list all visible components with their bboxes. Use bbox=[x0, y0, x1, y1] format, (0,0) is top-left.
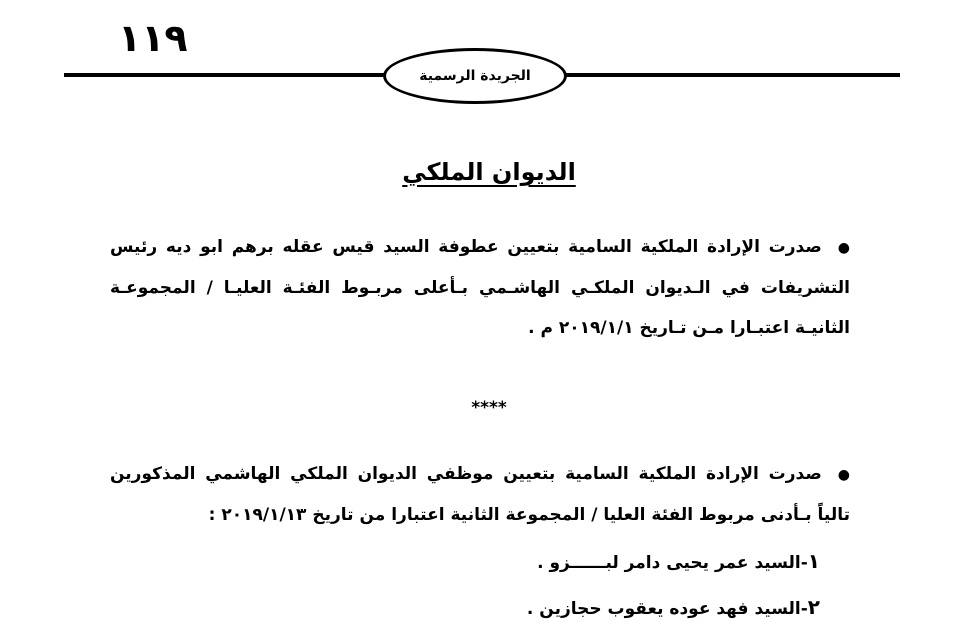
appointee-number: ٢ bbox=[807, 595, 820, 619]
paragraph-1 bbox=[110, 227, 850, 348]
appointee-item bbox=[380, 544, 820, 580]
paragraph-2-text: صدرت الإرادة الملكية السامية بتعيين موظفي الديوان الملكي الهاشمي المذكورين تالياً بـأدنى مربوط الفئة العليا / المجموعة الثانية اعتبارا من تاريخ ٢٠١٩/١/١٣ : bbox=[110, 464, 850, 525]
section-title: الديوان الملكي bbox=[402, 158, 576, 186]
section-title-wrapper bbox=[0, 154, 978, 190]
paragraph-2 bbox=[110, 454, 850, 535]
appointee-number: ١ bbox=[807, 549, 820, 573]
appointee-item bbox=[380, 590, 820, 626]
bullet-icon: ● bbox=[837, 467, 850, 483]
bullet-icon: ● bbox=[837, 240, 850, 256]
appointee-name: -السيد عمر يحيى دامر لبــــــزو . bbox=[537, 553, 808, 573]
paragraph-1-text: صدرت الإرادة الملكية السامية بتعيين عطوفة السيد قيس عقله برهم ابو ديه رئيس التشريفات في الـديوان الملكـي الهاشـمي بـأعلى مربـوط الفئـة العليـا / المجموعـة الثانيـة اعتبـارا مـن تـاريخ ٢٠١٩/١/١ م . bbox=[110, 237, 850, 338]
journal-name-oval bbox=[383, 48, 567, 104]
page-number: ١١٩ bbox=[118, 16, 188, 60]
separator: **** bbox=[471, 398, 507, 418]
journal-name: الجريدة الرسمية bbox=[419, 68, 531, 84]
appointee-name: -السيد فهد عوده يعقوب حجازين . bbox=[526, 599, 808, 619]
